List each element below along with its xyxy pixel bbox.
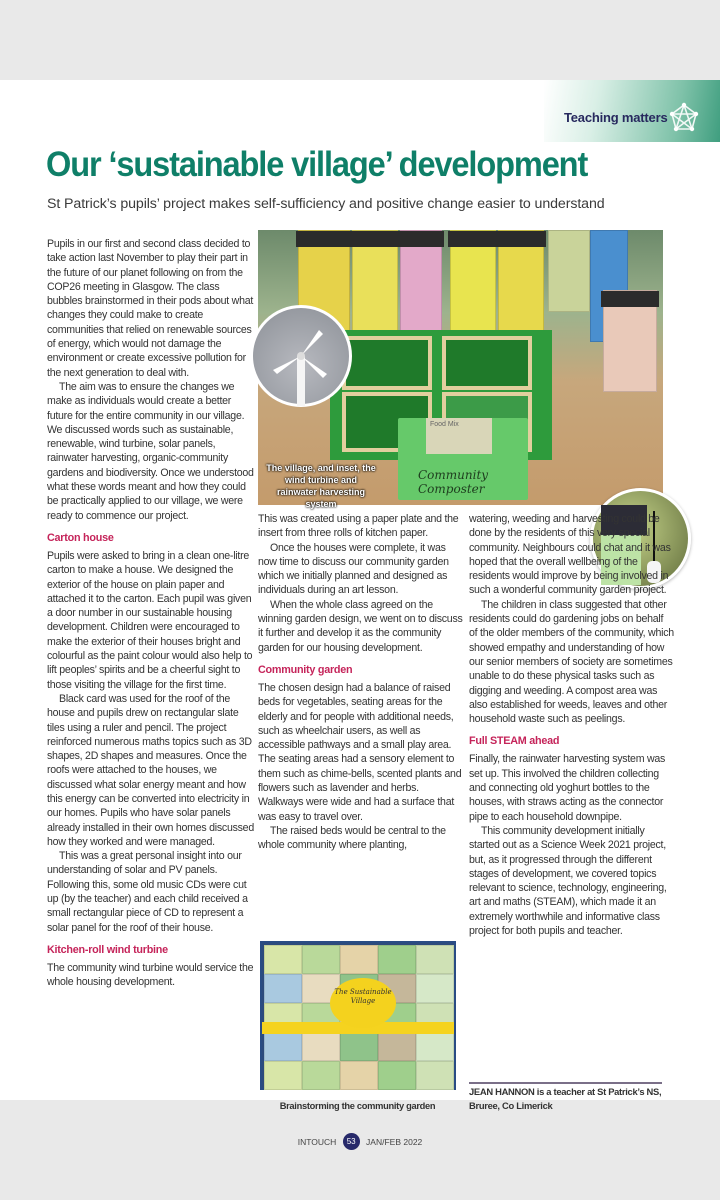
paragraph: Pupils in our first and second class decided to take action last November to play their part in the future of our planet following on from the COP26 meeting in Glasgow. The class bubbles brainstormed in their pods about what changes they could make to create communities that relied on renewable sources of energy, which would not damage the environment or create excessive pollution for the next generation to deal with. — [47, 238, 254, 379]
paragraph: This was created using a paper plate and the insert from three rolls of kitchen paper. — [258, 513, 459, 540]
author-role: is a teacher at St Patrick’s NS, — [534, 1086, 662, 1097]
drawing-tile — [378, 1061, 416, 1090]
drawing-tile — [416, 1061, 454, 1090]
paragraph: watering, weeding and harvesting could be done by the residents of this very special community. Neighbours could chat and it was hoped that the overall wellbeing of the residents would improve by being involved in such a wonderful community garden project. — [469, 513, 671, 597]
photo-caption-2: Brainstorming the community garden — [279, 1101, 436, 1111]
house-model — [400, 230, 442, 342]
drawing-tile — [264, 945, 302, 974]
paragraph: The children in class suggested that other residents could do gardening jobs on behalf of the older members of the community, which showed empathy and understanding of how our senior members of society are sometimes unable to do these physical tasks such as digging and weeding. A compost area was also established for weeds, leaves and other household waste such as peelings. — [469, 598, 674, 726]
author-name: JEAN HANNON — [469, 1086, 535, 1097]
issue-date: JAN/FEB 2022 — [366, 1136, 423, 1147]
magazine-page — [0, 80, 720, 1147]
village-photo — [258, 230, 663, 509]
drawing-tile — [302, 1061, 340, 1090]
drawing-tile — [302, 945, 340, 974]
paragraph: The chosen design had a balance of raised beds for vegetables, seating areas for the elderly and for people with additional needs, such as wheelchair users, as well as accessible pathways and a small play area. The seating areas had a sensory element to them such as chime-bells, scented plants and flowers such as lavender and herbs. Walkways were wide and had a surface that was easy to travel over. — [258, 681, 462, 823]
paragraph: This was a great personal insight into our understanding of solar and PV panels. Following this, some old music CDs were cut up (by the teacher) and each child received a small rectangular piece of CD to represent a solar panel for the roof of their house. — [47, 850, 248, 934]
drawing-tile — [416, 974, 454, 1003]
drawing-tile — [264, 1032, 302, 1061]
author-byline — [469, 1085, 679, 1113]
drawing-tile — [340, 1061, 378, 1090]
house-model — [352, 230, 398, 344]
box-label: Food Mix — [430, 421, 459, 428]
paragraph: Finally, the rainwater harvesting system was set up. This involved the children collecting and connecting old yoghurt bottles to the houses, with straws acting as the connector pipe to each household downpipe. — [469, 753, 666, 823]
subheading-full-steam: Full STEAM ahead — [469, 735, 560, 748]
drawing-tile — [378, 945, 416, 974]
section-banner — [544, 80, 720, 142]
drawing-tile — [302, 1032, 340, 1061]
drawing-tile — [340, 1032, 378, 1061]
drawing-tile — [340, 945, 378, 974]
article-subtitle: St Patrick’s pupils’ project makes self-sufficiency and positive change easier to understand — [47, 196, 605, 212]
paragraph: The aim was to ensure the changes we make as individuals would create a better future for the entire community in our village. We discussed words such as sustainable, renewable, wind turbine, solar panels, rainwater harvesting, organic-community gardens and biodiversity. Once we understood what these words meant and how they could be practically applied to our village, we were ready to commence our project. — [47, 380, 254, 522]
subheading-carton-house: Carton house — [47, 531, 114, 544]
brainstorm-photo — [260, 941, 456, 1090]
section-label: Teaching matters — [564, 110, 668, 125]
compost-box — [398, 418, 528, 500]
paragraph: When the whole class agreed on the winning garden design, we went on to discuss it further and develop it as the community garden for our housing development. — [258, 598, 463, 654]
paragraph: This community development initially started out as a Science Week 2021 project, but, as it progressed through the different stages of development, we covered topics relevant to science, technology, engineering, art and maths (STEAM), which made it an extremely worthwhile and informative class project for both pupils and teacher. — [469, 824, 667, 938]
paragraph: The community wind turbine would service the whole housing development. — [47, 961, 254, 989]
column-1 — [47, 237, 257, 990]
village-sign — [330, 978, 396, 1028]
drawing-tile — [264, 974, 302, 1003]
box-text: Community Composter — [418, 468, 489, 496]
wind-turbine-inset — [250, 305, 352, 407]
column-3 — [469, 512, 674, 938]
drawing-tile — [416, 945, 454, 974]
subheading-community-garden: Community garden — [258, 663, 353, 676]
magazine-name: INTOUCH — [297, 1136, 337, 1147]
network-star-icon — [668, 102, 700, 134]
page-footer — [0, 1133, 720, 1150]
drawing-tile — [416, 1032, 454, 1061]
paragraph: Once the houses were complete, it was now time to discuss our community garden which we initially planned and designed as individuals during an art lesson. — [258, 541, 449, 597]
author-location: Bruree, Co Limerick — [469, 1100, 553, 1111]
drawing-tile — [378, 1032, 416, 1061]
article-title: Our ‘sustainable village’ development — [46, 145, 588, 184]
page-number: 53 — [343, 1133, 360, 1150]
paragraph: The raised beds would be central to the whole community where planting, — [258, 824, 446, 852]
house-model — [603, 290, 657, 392]
paragraph: Pupils were asked to bring in a clean one-litre carton to make a house. We designed the exterior of the house on plain paper and attached it to the carton. Each pupil was given a door number in our sustainable housing development. Children were encouraged to make the exterior of their houses bright and colourful as the paint colour would also help to lift peoples’ spirits and be a cheerful sight to those visiting the village for the first time. — [47, 549, 253, 691]
sign-text: The Sustainable Village — [334, 988, 392, 1005]
photo-caption: The village, and inset, the wind turbine and rainwater harvesting system — [266, 463, 376, 509]
house-model — [548, 230, 590, 312]
paragraph: Black card was used for the roof of the house and pupils drew on rectangular slate tiles using a ruler and pencil. The project reinforced numerous maths topics such as 3D shapes, 2D shapes and measures. Once the roofs were attached to the houses, we discussed what solar energy meant and how this energy can be converted into electricity in our homes. Pupils who have solar panels already installed in their own homes discussed how they worked and were managed. — [47, 692, 254, 848]
byline-divider — [469, 1082, 662, 1084]
wind-turbine-icon — [253, 308, 349, 404]
column-2 — [258, 512, 463, 853]
house-model — [498, 230, 544, 344]
subheading-wind-turbine: Kitchen-roll wind turbine — [47, 943, 168, 956]
drawing-tile — [264, 1061, 302, 1090]
